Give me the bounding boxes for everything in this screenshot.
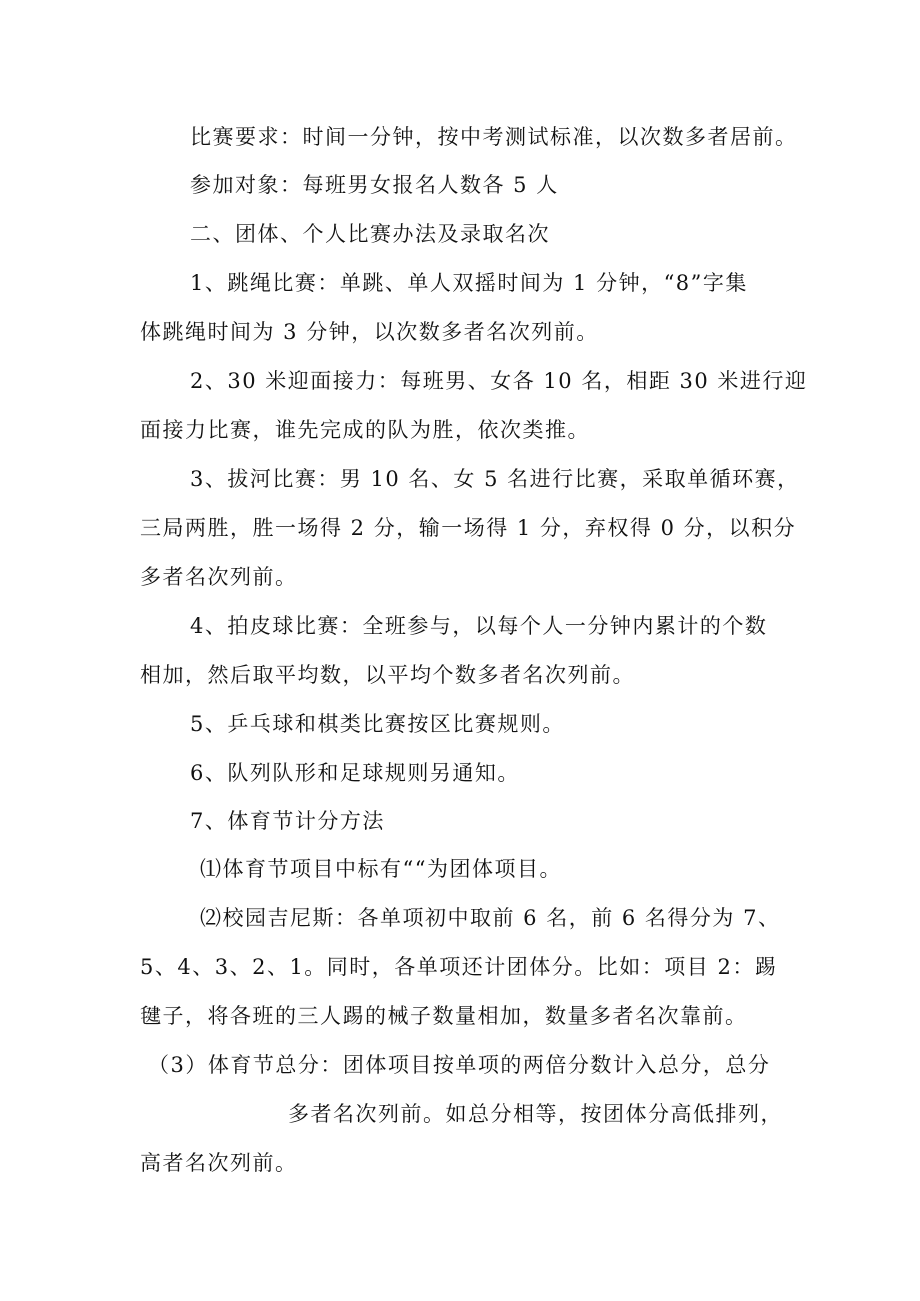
text-line: 三局两胜，胜一场得 2 分，输一场得 1 分，弃权得 0 分，以积分 xyxy=(140,516,797,540)
text-line: 6、队列队形和足球规则另通知。 xyxy=(190,761,520,785)
text-line: 参加对象：每班男女报名人数各 5 人 xyxy=(190,173,559,197)
text-line: 3、拔河比赛：男 10 名、女 5 名进行比赛，采取单循环赛， xyxy=(190,467,800,491)
text-line: 5、4、3、2、1。同时，各单项还计团体分。比如：项目 2：踢 xyxy=(140,955,778,979)
text-line: 相加，然后取平均数，以平均个数多者名次列前。 xyxy=(140,663,635,687)
section-heading: 二、团体、个人比赛办法及录取名次 xyxy=(190,222,550,246)
text-line: 多者名次列前。如总分相等，按团体分高低排列， xyxy=(288,1102,783,1126)
text-line: 毽子，将各班的三人踢的械子数量相加，数量多者名次靠前。 xyxy=(140,1004,748,1028)
text-line: 高者名次列前。 xyxy=(140,1151,298,1175)
text-line: 2、30 米迎面接力：每班男、女各 10 名，相距 30 米进行迎 xyxy=(190,369,808,393)
text-line: 1、跳绳比赛：单跳、单人双摇时间为 1 分钟，“8”字集 xyxy=(190,271,748,295)
text-line: ⑴体育节项目中标有““为团体项目。 xyxy=(200,857,562,881)
text-line: ⑵校园吉尼斯：各单项初中取前 6 名，前 6 名得分为 7、 xyxy=(200,906,781,930)
text-line: 4、拍皮球比赛：全班参与，以每个人一分钟内累计的个数 xyxy=(190,614,768,638)
text-line: 多者名次列前。 xyxy=(140,565,298,589)
text-line: 体跳绳时间为 3 分钟，以次数多者名次列前。 xyxy=(140,320,599,344)
text-line: 5、乒乓球和棋类比赛按区比赛规则。 xyxy=(190,712,565,736)
text-line: 比赛要求：时间一分钟，按中考测试标准，以次数多者居前。 xyxy=(190,125,798,149)
text-line: （3）体育节总分：团体项目按单项的两倍分数计入总分，总分 xyxy=(148,1053,771,1077)
text-line: 面接力比赛，谁先完成的队为胜，依次类推。 xyxy=(140,418,590,442)
text-line: 7、体育节计分方法 xyxy=(190,809,385,833)
